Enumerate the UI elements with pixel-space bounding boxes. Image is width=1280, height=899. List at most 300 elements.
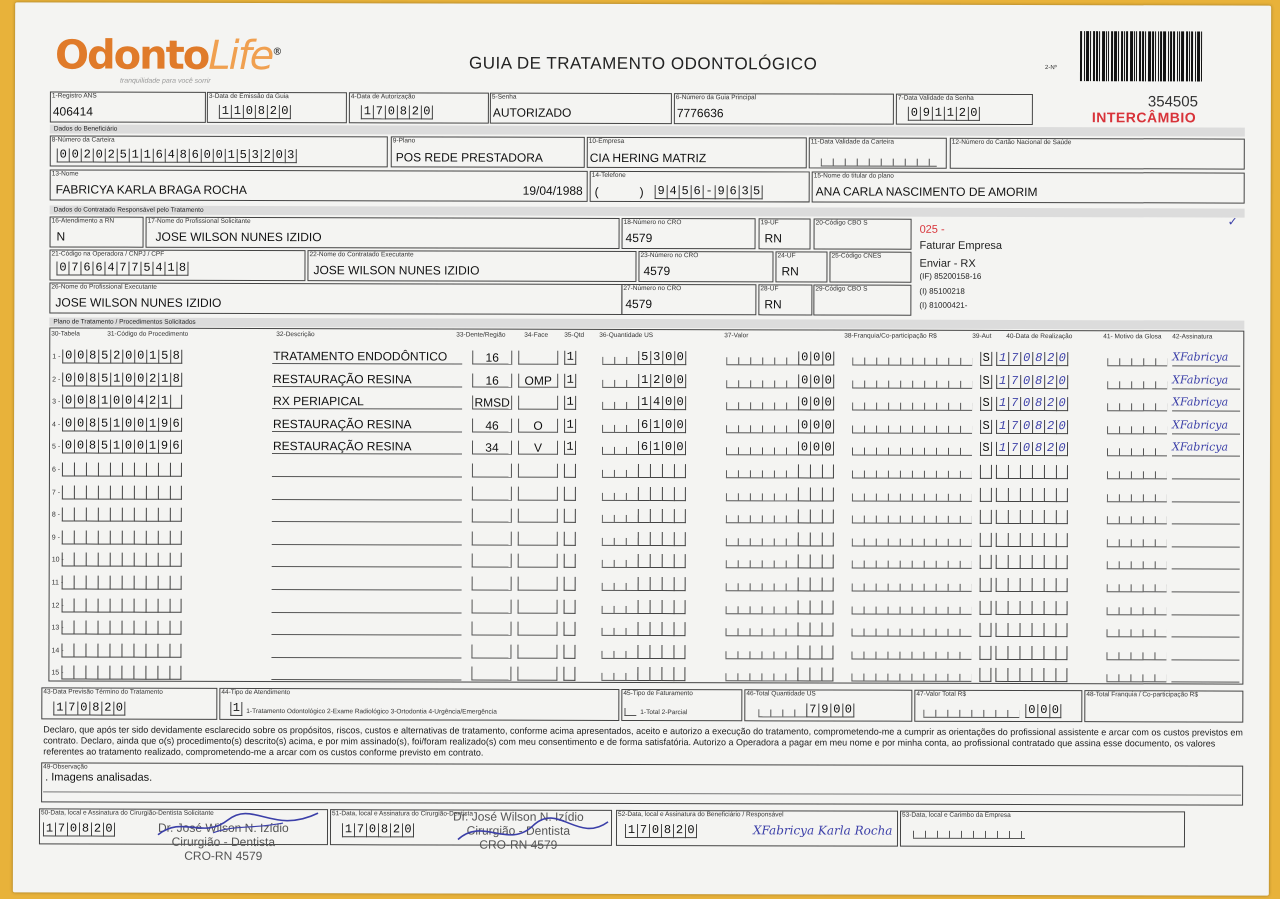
sig52-date[interactable] (625, 824, 697, 838)
row-us[interactable] (638, 554, 686, 568)
row-motivo[interactable] (1107, 488, 1167, 502)
uf3-value[interactable]: RN (764, 297, 782, 312)
row-franquia[interactable] (852, 578, 972, 592)
row-valor[interactable] (797, 668, 833, 682)
row-assinatura-line (1171, 646, 1239, 660)
digit-cell: 8 (86, 350, 98, 364)
row-valor[interactable] (798, 397, 834, 411)
row-qtd[interactable] (564, 464, 576, 478)
row-us[interactable] (638, 396, 686, 410)
digit-cell (1020, 623, 1032, 637)
empresa-value[interactable]: CIA HERING MATRIZ (589, 150, 707, 166)
guide-number: 354505 (1147, 93, 1198, 111)
row-qtd[interactable] (564, 622, 576, 636)
digit-cell: 1 (650, 419, 662, 433)
digit-cell (146, 530, 158, 544)
tipo-atendimento-value[interactable] (230, 702, 242, 716)
row-valor[interactable] (798, 442, 834, 456)
tipo-atendimento-label: 44-Tipo de Atendimento (221, 688, 291, 697)
row-data[interactable] (995, 646, 1067, 660)
row-valor[interactable] (798, 532, 834, 546)
row-data[interactable] (996, 465, 1068, 479)
row-data[interactable] (996, 555, 1068, 569)
digit-cell: 8 (89, 702, 101, 716)
row-qtd[interactable] (563, 667, 575, 681)
barcode-bar (1168, 31, 1169, 81)
stamp2-name: Dr. José Wilson N. Izídio (453, 809, 584, 824)
row-dente[interactable]: 16 (485, 373, 499, 388)
row-codigo[interactable] (62, 530, 182, 544)
digit-cell: 8 (378, 823, 390, 837)
titular-value[interactable]: ANA CARLA NASCIMENTO DE AMORIM (815, 184, 1038, 200)
tipo-faturamento-value[interactable] (624, 702, 636, 716)
digit-cell: S (980, 442, 992, 456)
row-face[interactable]: O (533, 418, 543, 433)
digit-cell: 0 (279, 105, 291, 119)
row-data[interactable] (996, 623, 1068, 637)
atendimento-rn-value[interactable]: N (56, 229, 66, 244)
digit-cell (1020, 510, 1032, 524)
digit-cell (798, 532, 810, 546)
row-codigo[interactable] (61, 643, 181, 657)
row-data[interactable] (996, 397, 1068, 411)
digit-cell (798, 577, 810, 591)
row-motivo[interactable] (1107, 556, 1167, 570)
row-motivo[interactable] (1106, 646, 1166, 660)
row-us[interactable] (638, 351, 686, 365)
digit-cell (157, 644, 169, 658)
digit-cell: 0 (674, 351, 686, 365)
row-face[interactable]: OMP (524, 373, 552, 388)
uf2-value[interactable]: RN (781, 264, 799, 279)
row-aut[interactable] (979, 646, 991, 660)
row-franquia[interactable] (852, 487, 972, 501)
carteira-value[interactable] (57, 148, 297, 163)
row-assinatura-line (1172, 465, 1240, 479)
row-valor[interactable] (798, 374, 834, 388)
row-qtd[interactable] (564, 351, 576, 365)
row-assinatura: XFabricya (1172, 418, 1229, 432)
sig51-date[interactable] (342, 823, 414, 837)
barcode-bar (1126, 31, 1128, 81)
row-qtd[interactable] (564, 577, 576, 591)
row-aut[interactable] (980, 442, 992, 456)
row-franquia[interactable] (852, 419, 972, 433)
row-franquia[interactable] (852, 600, 972, 614)
digit-cell: 0 (69, 148, 81, 162)
row-valor[interactable] (798, 419, 834, 433)
digit-cell: 9 (158, 418, 170, 432)
solicitante-value[interactable]: JOSE WILSON NUNES IZIDIO (155, 229, 322, 245)
digit-cell: 7 (55, 822, 67, 836)
digit-cell (158, 576, 170, 590)
row-descricao[interactable]: RESTAURAÇÃO RESINA (273, 416, 412, 432)
row-us[interactable] (638, 487, 686, 501)
row-data[interactable] (996, 578, 1068, 592)
digit-cell: 5 (140, 262, 152, 276)
digit-cell: 0 (122, 395, 134, 409)
row-valor[interactable] (798, 351, 834, 365)
row-franquia[interactable] (852, 374, 972, 388)
digit-cell: 0 (798, 397, 810, 411)
digit-cell (673, 645, 685, 659)
row-franquia[interactable] (852, 465, 972, 479)
row-franquia[interactable] (852, 352, 972, 366)
row-aut[interactable] (980, 487, 992, 501)
row-valor-pad (726, 464, 798, 478)
uf3-label: 28-UF (760, 285, 779, 293)
digit-cell (158, 508, 170, 522)
guia-principal-value[interactable]: 7776636 (676, 106, 724, 121)
digit-cell (996, 601, 1008, 615)
digit-cell: 2 (1044, 397, 1056, 411)
digit-cell: 0 (798, 442, 810, 456)
row-aut[interactable] (980, 420, 992, 434)
digit-cell (650, 509, 662, 523)
row-us[interactable] (638, 577, 686, 591)
cro-value[interactable]: 4579 (625, 230, 653, 246)
validade-senha-value[interactable] (908, 107, 980, 121)
valor-total-value[interactable] (1025, 704, 1061, 718)
row-us[interactable] (638, 532, 686, 546)
row-motivo[interactable] (1106, 669, 1166, 683)
row-dente[interactable]: 34 (485, 440, 499, 456)
row-valor[interactable] (798, 464, 834, 478)
row-number: 7 - (51, 489, 61, 497)
digit-cell: 2 (261, 149, 273, 163)
digit-cell (674, 577, 686, 591)
nascimento-value[interactable]: 19/04/1988 (522, 183, 583, 198)
digit-cell: 0 (62, 372, 74, 386)
digit-cell (564, 554, 576, 568)
digit-cell: 0 (243, 105, 255, 119)
digit-cell: 0 (67, 822, 79, 836)
barcode-bar (1160, 31, 1162, 81)
plano-value[interactable]: POS REDE PRESTADORA (395, 150, 543, 165)
digit-cell: 0 (1056, 352, 1068, 366)
row-data[interactable] (996, 533, 1068, 547)
row-face[interactable]: V (533, 441, 543, 456)
row-data[interactable] (996, 420, 1068, 434)
row-codigo[interactable] (61, 666, 181, 680)
row-descricao[interactable]: TRATAMENTO ENDODÔNTICO (273, 349, 448, 364)
row-us[interactable] (637, 667, 685, 681)
dentist-signature-1 (153, 805, 323, 845)
senha-value[interactable]: AUTORIZADO (492, 105, 572, 120)
row-codigo[interactable] (62, 553, 182, 567)
valor-total-label: 47-Valor Total R$ (916, 690, 966, 698)
row-face[interactable] (518, 396, 558, 410)
row-codigo[interactable] (62, 349, 182, 363)
row-motivo[interactable] (1107, 601, 1167, 615)
row-qtd[interactable] (564, 599, 576, 613)
total-us-value[interactable] (806, 703, 854, 717)
digit-cell: 7 (1008, 375, 1020, 389)
row-aut[interactable] (980, 465, 992, 479)
digit-cell: 0 (1020, 442, 1032, 456)
row-qtd[interactable] (564, 486, 576, 500)
digit-cell (1008, 465, 1020, 479)
row-qtd[interactable] (564, 441, 576, 455)
validade-carteira-label: 11-Data Validade da Carteira (810, 138, 895, 146)
digit-cell (674, 509, 686, 523)
cro3-value[interactable]: 4579 (625, 296, 653, 312)
digit-cell (810, 510, 822, 524)
barcode-bar (1152, 31, 1154, 81)
row-us[interactable] (638, 464, 686, 478)
row-us[interactable] (638, 441, 686, 455)
digit-cell (74, 553, 86, 567)
row-motivo[interactable] (1107, 533, 1167, 547)
barcode-bar (1181, 31, 1184, 81)
row-motivo[interactable] (1107, 510, 1167, 524)
sig53-date[interactable] (913, 825, 1025, 839)
row-franquia[interactable] (852, 623, 972, 637)
row-valor[interactable] (798, 487, 834, 501)
digit-cell (564, 622, 576, 636)
row-franquia[interactable] (852, 532, 972, 546)
row-valor[interactable] (798, 577, 834, 591)
digit-cell (170, 531, 182, 545)
digit-cell (996, 623, 1008, 637)
barcode-bar (1108, 31, 1109, 81)
digit-cell (662, 532, 674, 546)
row-codigo[interactable] (62, 440, 182, 454)
digit-cell: 7 (806, 703, 818, 717)
row-franquia[interactable] (851, 668, 971, 682)
row-codigo[interactable] (62, 372, 182, 386)
row-aut[interactable] (980, 510, 992, 524)
digit-cell: 0 (822, 351, 834, 365)
digit-cell: 1 (650, 441, 662, 455)
row-franquia[interactable] (852, 397, 972, 411)
row-motivo[interactable] (1107, 420, 1167, 434)
digit-cell: 1 (230, 702, 242, 716)
row-data[interactable] (996, 442, 1068, 456)
row-descricao[interactable]: RESTAURAÇÃO RESINA (273, 371, 412, 386)
row-codigo[interactable] (62, 621, 182, 635)
barcode-bar (1139, 31, 1141, 81)
row-number: 5 - (51, 443, 61, 451)
row-dente[interactable]: 16 (485, 350, 499, 365)
digit-cell (638, 464, 650, 478)
row-aut[interactable] (980, 623, 992, 637)
row-us-pad (602, 509, 638, 523)
cro2-label: 23-Número no CRO (640, 251, 699, 260)
row-franquia[interactable] (851, 645, 971, 659)
row-data[interactable] (995, 668, 1067, 682)
observacao-value[interactable]: . Imagens analisadas. (45, 771, 153, 784)
row-franquia[interactable] (852, 442, 972, 456)
row-codigo[interactable] (62, 462, 182, 476)
digit-cell (810, 577, 822, 591)
row-aut[interactable] (980, 397, 992, 411)
digit-cell: 1 (110, 417, 122, 431)
row-valor-pad (726, 555, 798, 569)
digit-cell (1008, 601, 1020, 615)
row-face-box (517, 667, 557, 681)
barcode (1080, 31, 1245, 81)
row-dente[interactable]: RMSD (474, 395, 510, 410)
data-emissao-value[interactable] (219, 105, 291, 119)
codigo-operadora-value[interactable] (56, 261, 188, 275)
row-us[interactable] (637, 645, 685, 659)
barcode-bar (1106, 31, 1107, 81)
row-motivo[interactable] (1107, 443, 1167, 457)
row-aut[interactable] (980, 374, 992, 388)
digit-cell: 1 (564, 351, 576, 365)
barcode-bar (1084, 31, 1085, 81)
registro-ans-label: 1-Registro ANS (51, 92, 97, 100)
executante-contratado-value[interactable]: JOSE WILSON NUNES IZIDIO (313, 263, 480, 278)
row-codigo[interactable] (62, 575, 182, 589)
row-valor[interactable] (797, 645, 833, 659)
validade-carteira-value[interactable] (821, 152, 937, 166)
row-assinatura-line (1172, 533, 1240, 547)
row-data[interactable] (996, 601, 1068, 615)
row-motivo[interactable] (1107, 375, 1167, 389)
digit-cell (122, 463, 134, 477)
barcode-bar (1099, 31, 1100, 81)
nome-value[interactable]: FABRICYA KARLA BRAGA ROCHA (55, 182, 247, 197)
digit-cell: 5 (98, 350, 110, 364)
row-us-pad (602, 351, 638, 365)
data-autorizacao-value[interactable] (361, 105, 433, 119)
digit-cell (98, 463, 110, 477)
digit-cell (1008, 533, 1020, 547)
row-motivo[interactable] (1107, 578, 1167, 592)
digit-cell (97, 643, 109, 657)
digit-cell (638, 622, 650, 636)
digit-cell: 0 (662, 419, 674, 433)
digit-cell (110, 576, 122, 590)
digit-cell: 2 (110, 350, 122, 364)
row-motivo[interactable] (1107, 397, 1167, 411)
row-codigo[interactable] (62, 485, 182, 499)
digit-cell: 4 (165, 149, 177, 163)
row-valor[interactable] (798, 600, 834, 614)
row-us-pad (602, 486, 638, 500)
row-motivo[interactable] (1107, 623, 1167, 637)
barcode-bar (1177, 31, 1178, 81)
row-assinatura-line (1171, 669, 1239, 683)
telefone-value[interactable] (655, 185, 763, 199)
row-valor-pad (726, 600, 798, 614)
row-motivo[interactable] (1107, 465, 1167, 479)
row-qtd[interactable] (564, 373, 576, 387)
row-data[interactable] (996, 375, 1068, 389)
row-motivo[interactable] (1107, 352, 1167, 366)
row-valor[interactable] (798, 510, 834, 524)
guia-principal-label: 6-Número da Guia Principal (675, 94, 757, 102)
barcode-bar (1201, 31, 1202, 81)
row-qtd[interactable] (564, 509, 576, 523)
row-aut[interactable] (980, 555, 992, 569)
prof-executante-value[interactable]: JOSE WILSON NUNES IZIDIO (55, 295, 222, 310)
row-codigo[interactable] (62, 395, 182, 409)
row-us[interactable] (638, 509, 686, 523)
digit-cell (86, 553, 98, 567)
row-descricao[interactable]: RX PERIAPICAL (273, 394, 364, 409)
digit-cell: 7 (637, 824, 649, 838)
digit-cell (996, 465, 1008, 479)
digit-cell (86, 621, 98, 635)
row-codigo[interactable] (62, 598, 182, 612)
digit-cell: 0 (649, 824, 661, 838)
row-number: 6 - (51, 466, 61, 474)
row-valor-pad (726, 442, 798, 456)
row-codigo[interactable] (62, 508, 182, 522)
digit-cell: 0 (674, 441, 686, 455)
row-aut[interactable] (979, 668, 991, 682)
intercambio-label: INTERCÂMBIO (1091, 109, 1197, 126)
digit-cell: 0 (662, 351, 674, 365)
row-descricao-line (272, 508, 462, 522)
digit-cell: 2 (105, 149, 117, 163)
digit-cell: 7 (1008, 352, 1020, 366)
digit-cell: 0 (822, 442, 834, 456)
digit-cell (1055, 668, 1067, 682)
row-aut[interactable] (980, 578, 992, 592)
digit-cell (62, 508, 74, 522)
row-qtd[interactable] (564, 396, 576, 410)
row-data[interactable] (996, 510, 1068, 524)
row-qtd[interactable] (564, 419, 576, 433)
cro2-value[interactable]: 4579 (643, 264, 671, 279)
row-aut[interactable] (980, 600, 992, 614)
registro-ans-value[interactable]: 406414 (52, 104, 93, 119)
row-us[interactable] (638, 419, 686, 433)
digit-cell: 6 (638, 441, 650, 455)
uf-value[interactable]: RN (764, 231, 782, 246)
row-dente[interactable]: 46 (485, 418, 499, 433)
previsao-value[interactable] (53, 701, 125, 715)
row-franquia[interactable] (852, 555, 972, 569)
row-valor[interactable] (798, 555, 834, 569)
digit-cell (650, 600, 662, 614)
row-qtd[interactable] (564, 532, 576, 546)
row-codigo[interactable] (62, 417, 182, 431)
row-aut[interactable] (980, 533, 992, 547)
digit-cell: 5 (158, 350, 170, 364)
digit-cell (1020, 488, 1032, 502)
digit-cell: 4 (667, 185, 679, 199)
digit-cell (1056, 578, 1068, 592)
row-face[interactable] (518, 351, 558, 365)
digit-cell (1044, 510, 1056, 524)
row-us[interactable] (638, 600, 686, 614)
carteira-label: 8-Número da Carteira (51, 136, 115, 144)
row-data[interactable] (996, 352, 1068, 366)
digit-cell (146, 485, 158, 499)
row-valor[interactable] (798, 623, 834, 637)
row-aut[interactable] (980, 352, 992, 366)
row-number: 9 - (51, 534, 60, 542)
row-us[interactable] (638, 622, 686, 636)
digit-cell (564, 532, 576, 546)
sig50-date[interactable] (43, 822, 115, 836)
digit-cell (650, 487, 662, 501)
row-qtd[interactable] (564, 554, 576, 568)
row-franquia[interactable] (852, 510, 972, 524)
row-data[interactable] (996, 488, 1068, 502)
col-assinatura: 42-Assinatura (1172, 333, 1213, 341)
row-us[interactable] (638, 374, 686, 388)
row-qtd[interactable] (563, 645, 575, 659)
row-descricao[interactable]: RESTAURAÇÃO RESINA (272, 439, 412, 454)
col-tabela: 30-Tabela (51, 330, 80, 338)
row-dente-box (471, 644, 511, 658)
